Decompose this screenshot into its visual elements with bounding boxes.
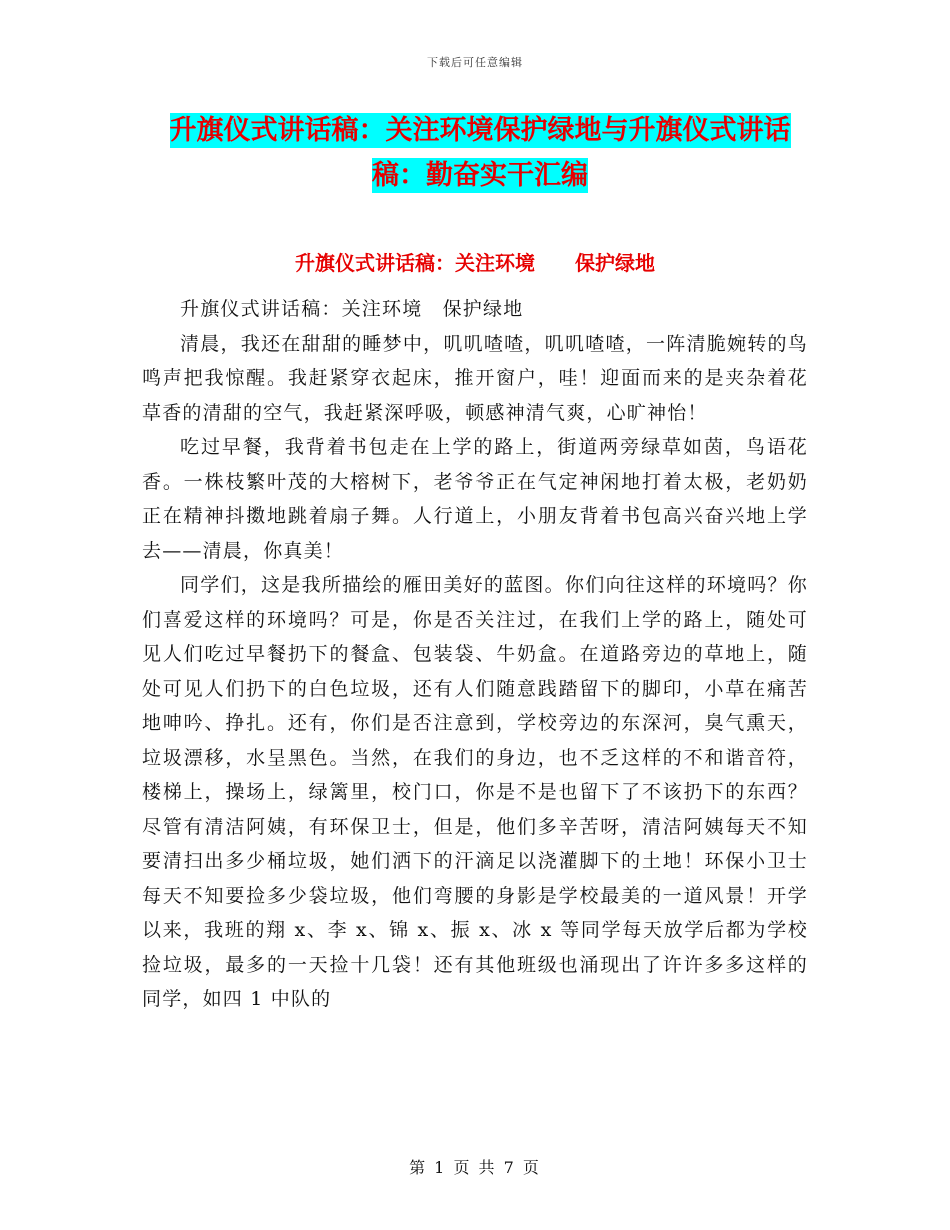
document-title (150, 108, 810, 198)
page-footer: 第 1 页 共 7 页 (409, 1158, 541, 1177)
paragraph: 升旗仪式讲话稿：关注环境 保护绿地 (180, 298, 524, 320)
paragraph: 清晨，我还在甜甜的睡梦中，叽叽喳喳，叽叽喳喳，一阵清脆婉转的鸟鸣声把我惊醒。我赶紧穿衣起床，推开窗户，哇！迎面而来的是夹杂着花草香的清甜的空气，我赶紧深呼吸，顿感神清气爽，心旷神怡！ (142, 332, 808, 424)
body-text (142, 292, 808, 1017)
title-line-2: 稿：勤奋实干汇编 (372, 160, 588, 191)
paragraph: 吃过早餐，我背着书包走在上学的路上，街道两旁绿草如茵，鸟语花香。一株枝繁叶茂的大榕树下，老爷爷正在气定神闲地打着太极，老奶奶正在精神抖擞地跳着扇子舞。人行道上，小朋友背着书包高兴奋兴地上学去——清晨，你真美！ (142, 436, 808, 562)
page-header-note: 下载后可任意编辑 (427, 56, 523, 69)
title-line-1: 升旗仪式讲话稿：关注环境保护绿地与升旗仪式讲话 (169, 115, 791, 146)
paragraph: 同学们，这是我所描绘的雁田美好的蓝图。你们向往这样的环境吗？你们喜爱这样的环境吗？可是，你是否关注过，在我们上学的路上，随处可见人们吃过早餐扔下的餐盒、包装袋、牛奶盒。在道路旁边的草地上，随处可见人们扔下的白色垃圾，还有人们随意践踏留下的脚印，小草在痛苦地呻吟、挣扎。还有，你们是否注意到，学校旁边的东深河，臭气熏天，垃圾漂移，水呈黑色。当然，在我们的身边，也不乏这样的不和谐音符，楼梯上，操场上，绿篱里，校门口，你是不是也留下了不该扔下的东西？尽管有清洁阿姨，有环保卫士，但是，他们多辛苦呀，清洁阿姨每天不知要清扫出多少桶垃圾，她们洒下的汗滴足以浇灌脚下的土地！环保小卫士每天不知要捡多少袋垃圾，他们弯腰的身影是学校最美的一道风景！开学以来，我班的翔 x、李 x、锦 x、振 x、冰 x 等同学每天放学后都为学校捡垃圾，最多的一天捡十几袋！还有其他班级也涌现出了许许多多这样的同学，如四 1 中队的 (142, 574, 808, 1010)
section-heading: 升旗仪式讲话稿：关注环境 保护绿地 (295, 251, 655, 275)
